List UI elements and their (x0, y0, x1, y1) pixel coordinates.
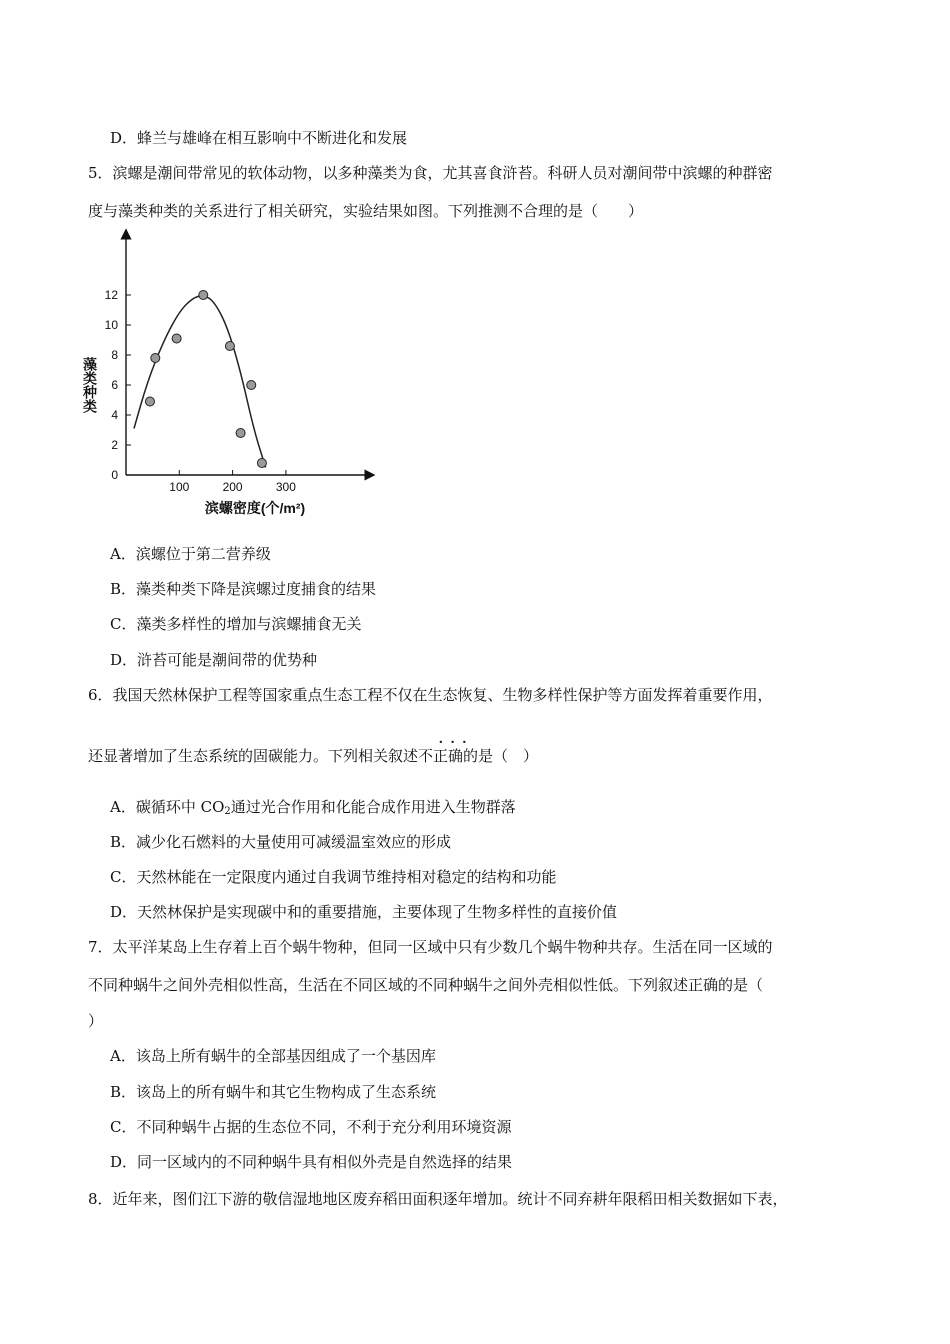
data-point (199, 291, 208, 300)
q6-option-b: B．减少化石燃料的大量使用可减缓温室效应的形成 (110, 833, 452, 851)
q4-option-d: D．蜂兰与雄峰在相互影响中不断进化和发展 (110, 129, 408, 147)
data-point (236, 429, 245, 438)
emphasis-dots: ··· (438, 732, 474, 753)
q5-option-a: A．滨螺位于第二营养级 (110, 545, 271, 563)
q6-option-d: D．天然林保护是实现碳中和的重要措施，主要体现了生物多样性的直接价值 (110, 903, 618, 921)
q5-option-d: D．浒苔可能是潮间带的优势种 (110, 651, 318, 669)
q6-option-a-subscript: 2 (224, 806, 231, 817)
q6-stem-line1: 6．我国天然林保护工程等国家重点生态工程不仅在生态恢复、生物多样性保护等方面发挥着重要作用， (88, 686, 773, 704)
data-point (257, 459, 266, 468)
x-tick-label: 300 (275, 480, 296, 494)
y-tick-label: 6 (111, 378, 118, 392)
data-point (145, 397, 154, 406)
data-point (247, 381, 256, 390)
q7-option-d: D．同一区域内的不同种蜗牛具有相似外壳是自然选择的结果 (110, 1153, 513, 1171)
y-tick-label: 8 (111, 348, 118, 362)
q6-option-a (110, 797, 516, 822)
q7-stem-line1: 7．太平洋某岛上生存着上百个蜗牛物种，但同一区域中只有少数几个蜗牛物种共存。生活在同一区域的 (88, 938, 773, 956)
x-tick-label: 200 (222, 480, 243, 494)
q5-stem-line2: 度与藻类种类的关系进行了相关研究，实验结果如图。下列推测不合理的是（ ） (88, 202, 644, 220)
q5-option-b: B．藻类种类下降是滨螺过度捕食的结果 (110, 580, 377, 598)
y-tick-label: 0 (111, 468, 118, 482)
data-point (172, 334, 181, 343)
x-tick-label: 100 (169, 480, 190, 494)
y-tick-label: 2 (111, 438, 118, 452)
q6-option-a-pre: A．碳循环中 CO (110, 798, 225, 816)
q5-stem-line1: 5．滨螺是潮间带常见的软体动物，以多种藻类为食，尤其喜食浒苔。科研人员对潮间带中滨螺的种群密 (88, 164, 773, 182)
q5-option-c: C．藻类多样性的增加与滨螺捕食无关 (110, 615, 362, 633)
algae-species-vs-snail-density-chart (80, 226, 380, 526)
data-point (151, 354, 160, 363)
q7-option-c: C．不同种蜗牛占据的生态位不同，不利于充分利用环境资源 (110, 1118, 512, 1136)
q6-stem-line2: 还显著增加了生态系统的固碳能力。下列相关叙述不正确的是（ ） (88, 747, 539, 765)
y-axis-label: 藻类种类 (82, 357, 98, 413)
y-tick-label: 12 (104, 288, 118, 302)
data-point (225, 342, 234, 351)
q7-stem-line3: ） (88, 1012, 104, 1030)
q7-option-b: B．该岛上的所有蜗牛和其它生物构成了生态系统 (110, 1083, 437, 1101)
q7-stem-line2: 不同种蜗牛之间外壳相似性高，生活在不同区域的不同种蜗牛之间外壳相似性低。下列叙述正确的是（ (88, 976, 764, 994)
y-tick-label: 4 (111, 408, 118, 422)
fitted-curve (134, 296, 266, 468)
q6-option-c: C．天然林能在一定限度内通过自我调节维持相对稳定的结构和功能 (110, 868, 557, 886)
x-axis-label: 滨螺密度(个/m²) (204, 500, 306, 516)
y-tick-label: 10 (104, 318, 118, 332)
q6-option-a-post: 通过光合作用和化能合成作用进入生物群落 (230, 798, 516, 816)
q7-option-a: A．该岛上所有蜗牛的全部基因组成了一个基因库 (110, 1047, 436, 1065)
q8-stem-line1: 8．近年来，图们江下游的敬信湿地地区废弃稻田面积逐年增加。统计不同弃耕年限稻田相关数据如下表， (88, 1190, 788, 1208)
